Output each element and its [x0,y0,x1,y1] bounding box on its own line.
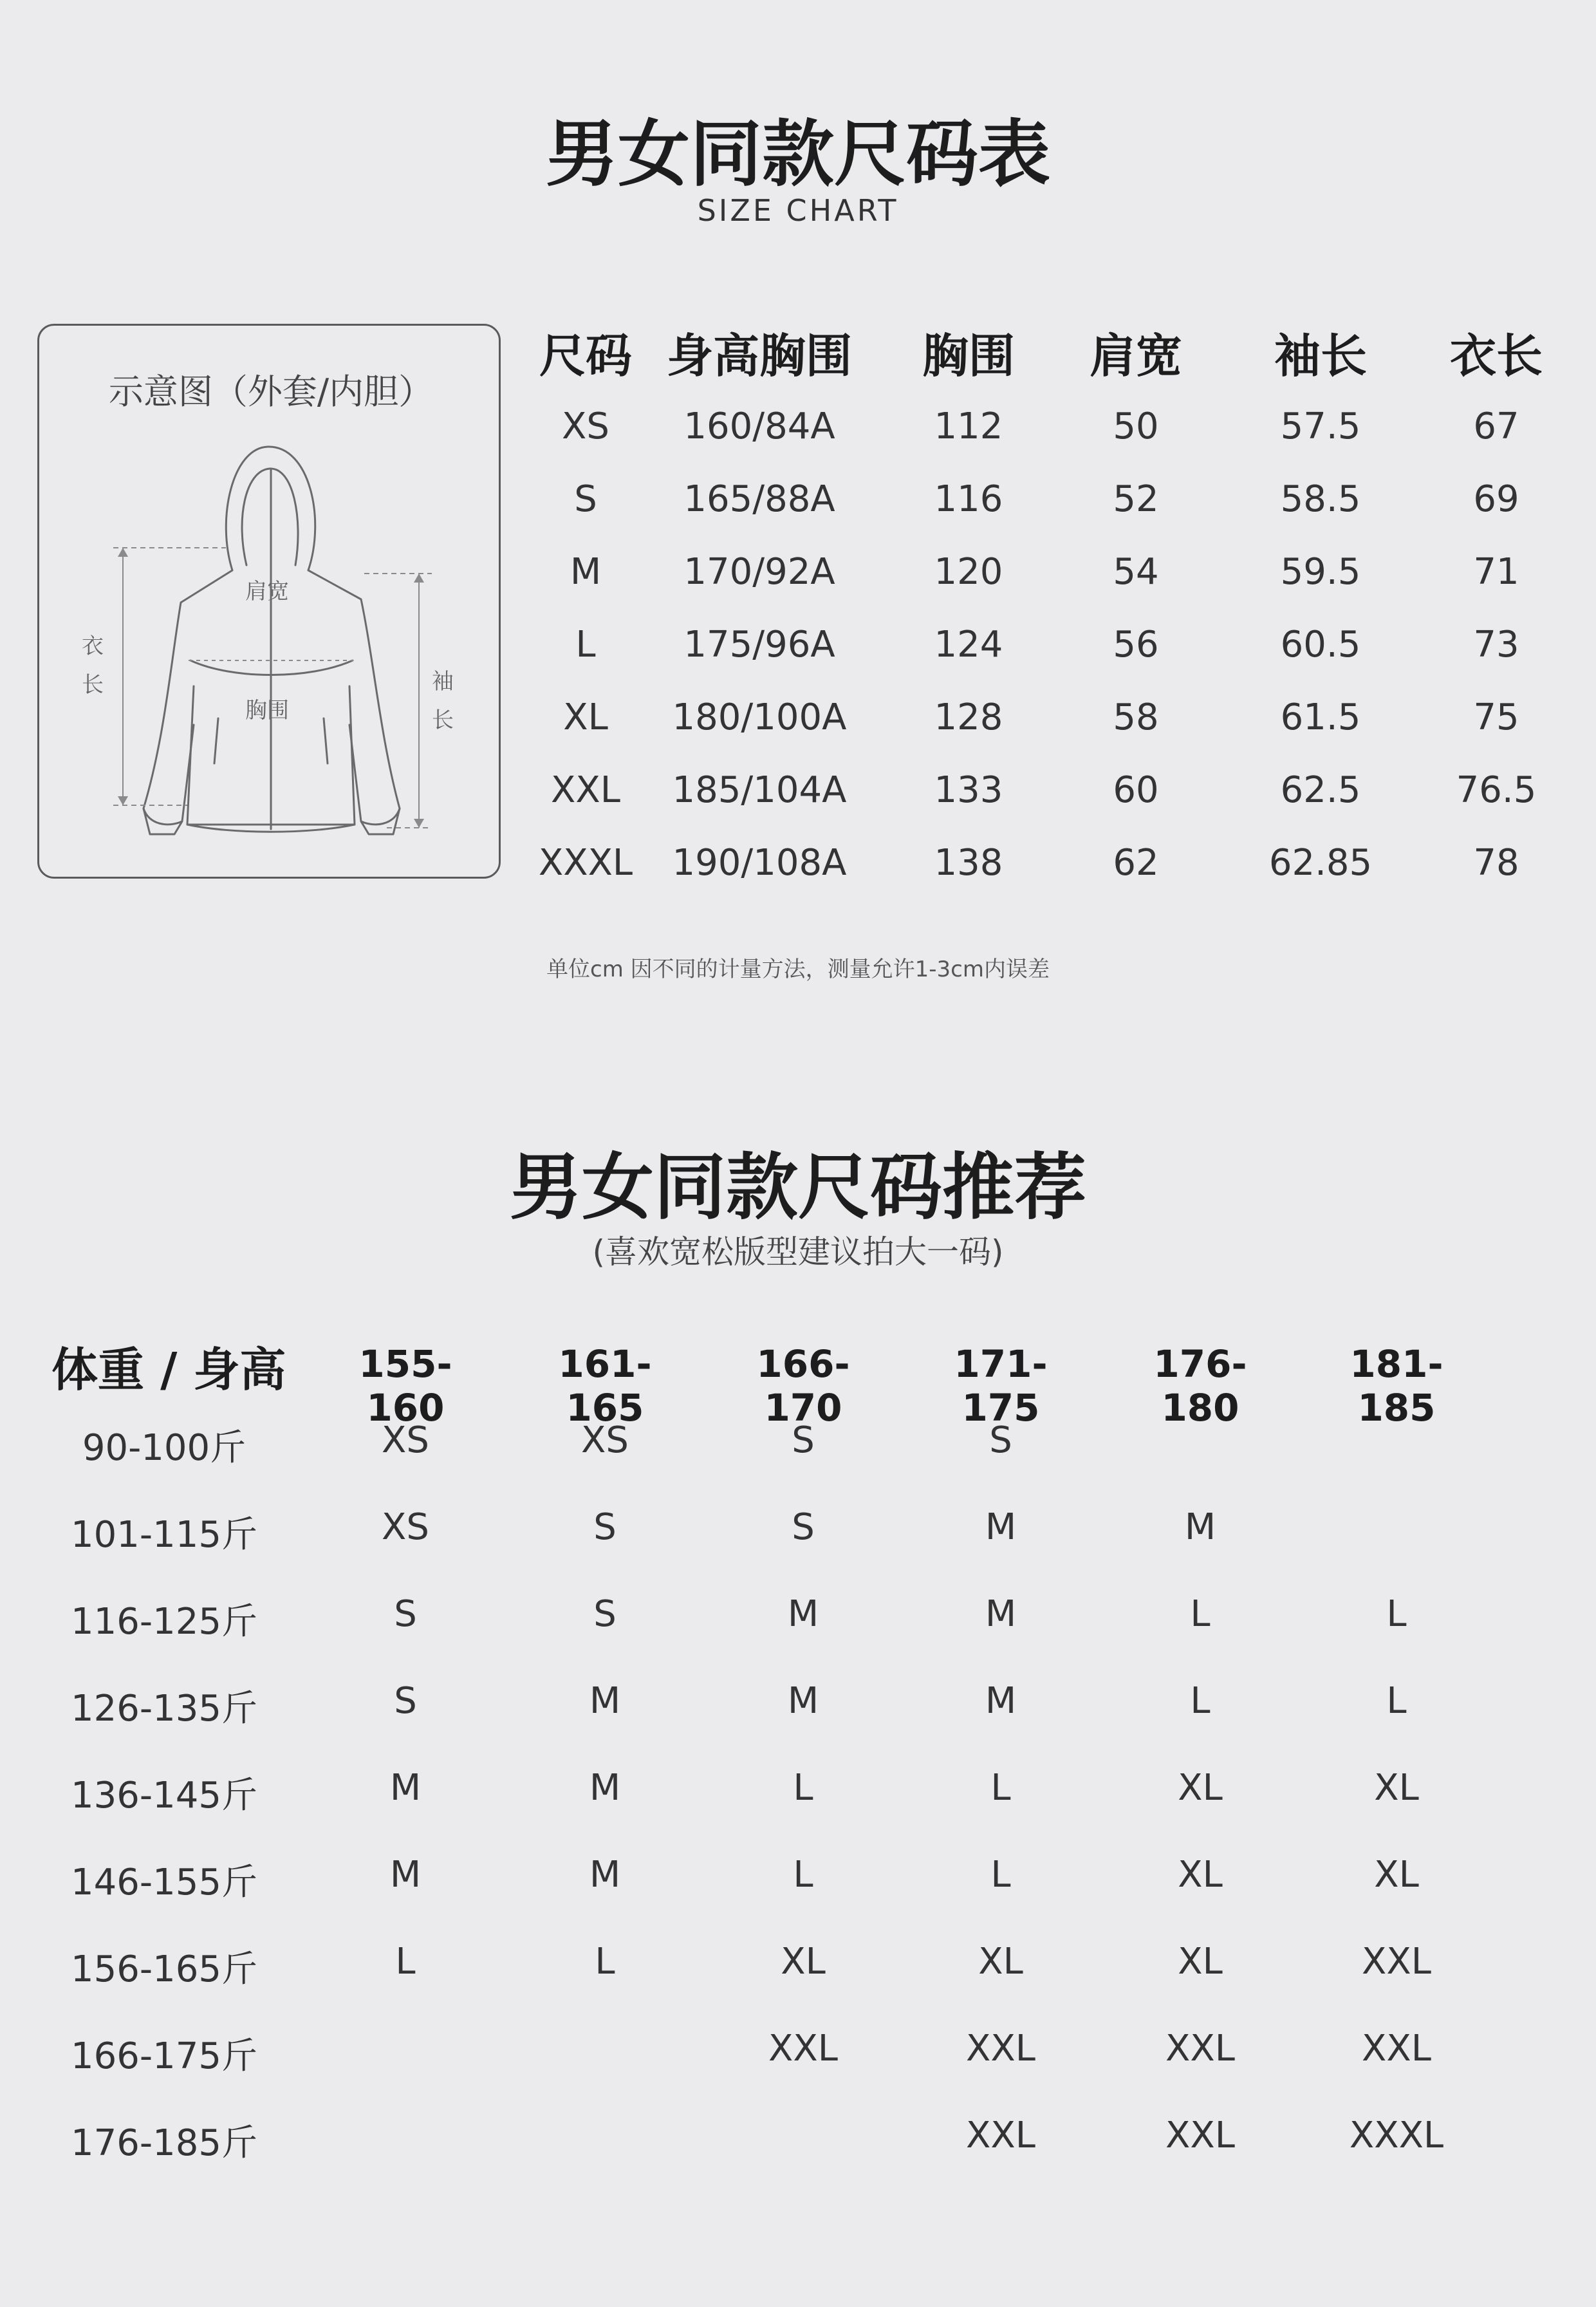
height-header-6: 181-185 [1350,1342,1443,1430]
recommend-cell: M [787,1680,819,1722]
recommend-cell: XL [781,1941,826,1983]
size-chart-cell: 50 [1113,406,1159,447]
recommend-cell: XL [1178,1941,1223,1983]
diagram-title: 示意图（外套/内胆） [108,371,434,412]
recommend-title: 男女同款尺码推荐 [510,1146,1086,1229]
recommend-cell: L [793,1854,813,1896]
size-chart-cell: 62.85 [1268,842,1373,884]
size-chart-cell: 185/104A [672,769,847,811]
recommend-cell: S [792,1419,815,1461]
recommend-cell: L [1190,1593,1211,1635]
length-label-top: 衣 [82,633,104,659]
recommend-cell: L [395,1941,416,1983]
recommend-cell: M [389,1767,422,1809]
recommend-cell: XXXL [1349,2115,1444,2156]
measurement-note: 单位cm 因不同的计量方法，测量允许1-3cm内误差 [546,957,1050,982]
size-chart-cell: 71 [1473,551,1519,593]
size-chart-cell: 112 [934,406,1003,447]
recommend-cell: L [1386,1680,1407,1722]
size-chart-cell: 62 [1113,842,1159,884]
recommend-cell: L [990,1767,1011,1809]
size-chart-cell: 175/96A [683,624,835,666]
size-chart-cell: L [575,624,596,666]
recommend-cell: M [787,1593,819,1635]
header-size: 尺码 [539,329,632,383]
height-header-1: 155-160 [358,1342,452,1430]
size-chart-cell: 78 [1473,842,1519,884]
recommend-cell: XXL [1165,2115,1235,2156]
recommend-cell: XXL [1362,2028,1431,2069]
size-chart-cell: 60 [1113,769,1159,811]
header-shoulder: 肩宽 [1089,329,1182,383]
recommend-cell: XXL [1362,1941,1431,1983]
height-header-4: 171-175 [954,1342,1048,1430]
shoulder-label: 肩宽 [245,579,289,604]
size-chart-cell: 54 [1113,551,1159,593]
size-chart-cell: 116 [934,478,1003,520]
recommend-cell: S [792,1506,815,1548]
recommend-cell: M [985,1506,1017,1548]
recommend-cell: XXL [966,2028,1035,2069]
size-chart-cell: 61.5 [1280,696,1361,738]
size-chart-cell: 170/92A [683,551,835,593]
header-height-chest: 身高胸围 [666,329,852,383]
recommend-cell: M [1184,1506,1216,1548]
height-header-3: 166-170 [756,1342,850,1430]
weight-row-label: 156-165斤 [71,1948,257,1990]
size-chart-cell: XXL [551,769,620,811]
sleeve-label-top: 袖 [432,669,454,695]
recommend-cell: M [985,1593,1017,1635]
recommend-cell: L [595,1941,615,1983]
weight-row-label: 90-100斤 [82,1427,246,1469]
weight-row-label: 126-135斤 [71,1688,257,1730]
size-chart-cell: 124 [934,624,1003,666]
size-chart-subtitle: SIZE CHART [697,193,899,228]
size-chart-cell: 160/84A [683,406,835,447]
recommend-cell: M [389,1854,422,1896]
recommend-cell: XL [1178,1767,1223,1809]
size-chart-cell: 133 [934,769,1003,811]
size-chart-cell: 59.5 [1280,551,1361,593]
size-chart-cell: 75 [1473,696,1519,738]
size-chart-cell: 165/88A [683,478,835,520]
size-chart-cell: 190/108A [672,842,847,884]
recommend-cell: XXL [768,2028,838,2069]
chest-label: 胸围 [245,698,289,724]
weight-row-label: 116-125斤 [71,1601,257,1643]
recommend-cell: S [593,1593,617,1635]
recommend-cell: XS [382,1506,429,1548]
recommend-cell: XL [1178,1854,1223,1896]
size-chart-cell: 62.5 [1280,769,1361,811]
size-chart-cell: 58.5 [1280,478,1361,520]
size-chart-cell: 138 [934,842,1003,884]
header-length: 衣长 [1449,329,1543,383]
size-chart-cell: 128 [934,696,1003,738]
recommend-cell: L [1190,1680,1211,1722]
size-chart-cell: 180/100A [672,696,847,738]
size-chart-cell: 58 [1113,696,1159,738]
size-chart-cell: 67 [1473,406,1519,447]
height-header-2: 161-165 [558,1342,652,1430]
recommend-cell: M [589,1854,621,1896]
size-chart-cell: 60.5 [1280,624,1361,666]
length-label-bottom: 长 [82,672,104,698]
weight-row-label: 176-185斤 [71,2122,257,2164]
size-chart-cell: 56 [1113,624,1159,666]
recommend-cell: M [985,1680,1017,1722]
recommend-cell: XXL [1165,2028,1235,2069]
weight-row-label: 101-115斤 [71,1514,257,1556]
recommend-cell: S [989,1419,1012,1461]
recommend-cell: L [793,1767,813,1809]
size-chart-cell: 57.5 [1280,406,1361,447]
recommend-cell: XL [978,1941,1023,1983]
size-chart-cell: 69 [1473,478,1519,520]
size-chart-cell: 73 [1473,624,1519,666]
recommend-cell: L [990,1854,1011,1896]
size-chart-cell: 120 [934,551,1003,593]
height-header-5: 176-180 [1153,1342,1247,1430]
recommend-cell: XS [382,1419,429,1461]
recommend-cell: XL [1374,1854,1419,1896]
jacket-diagram-panel [37,324,501,879]
weight-row-label: 136-145斤 [71,1775,257,1817]
size-chart-cell: XL [563,696,608,738]
recommend-cell: XXL [966,2115,1035,2156]
recommend-cell: M [589,1767,621,1809]
recommend-cell: XL [1374,1767,1419,1809]
recommend-cell: S [394,1593,417,1635]
weight-row-label: 146-155斤 [71,1862,257,1903]
recommend-cell: S [593,1506,617,1548]
recommend-cell: L [1386,1593,1407,1635]
recommend-cell: M [589,1680,621,1722]
sleeve-label-bottom: 长 [432,707,454,733]
header-chest: 胸围 [922,329,1015,383]
header-sleeve: 袖长 [1274,329,1367,383]
size-chart-cell: 52 [1113,478,1159,520]
recommend-subtitle: (喜欢宽松版型建议拍大一码) [592,1233,1004,1271]
size-chart-cell: XXXL [538,842,633,884]
recommend-cell: XS [581,1419,629,1461]
size-chart-title: 男女同款尺码表 [546,113,1050,196]
size-chart-cell: M [570,551,602,593]
size-chart-cell: XS [562,406,609,447]
size-chart-cell: 76.5 [1456,769,1537,811]
weight-height-header: 体重 / 身高 [51,1343,286,1397]
recommend-cell: S [394,1680,417,1722]
weight-row-label: 166-175斤 [71,2035,257,2077]
size-chart-cell: S [574,478,597,520]
